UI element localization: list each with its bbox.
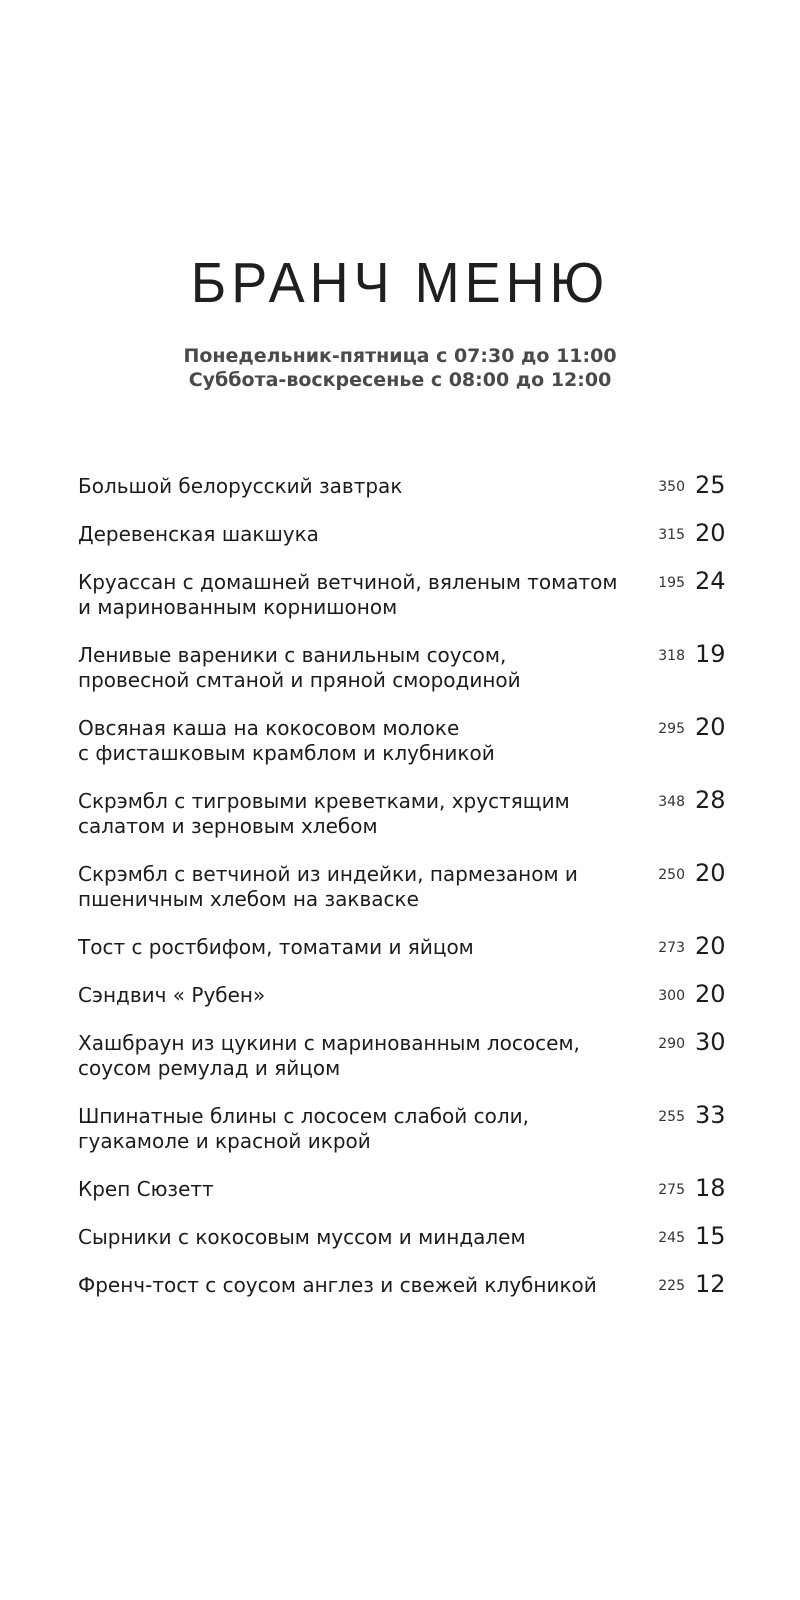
menu-item (78, 1101, 738, 1154)
menu-item-price: 12 (695, 1270, 726, 1298)
menu-item-weight: 275 (658, 1182, 685, 1198)
menu-item-name: Сэндвич « Рубен» (78, 983, 266, 1007)
menu-item-price: 20 (695, 519, 726, 547)
menu-item-name: Скрэмбл с ветчиной из индейки, пармезаном и пшеничным хлебом на закваске (78, 862, 578, 911)
menu-item-price: 20 (695, 980, 726, 1008)
menu-item (78, 1222, 738, 1250)
menu-item-name: Скрэмбл с тигровыми креветками, хрустящим салатом и зерновым хлебом (78, 789, 570, 838)
menu-item (78, 1174, 738, 1202)
menu-item (78, 567, 738, 620)
menu-item-name: Френч-тост с соусом англез и свежей клубникой (78, 1273, 597, 1297)
menu-item-weight: 225 (658, 1278, 685, 1294)
menu-item-weight: 195 (658, 575, 685, 591)
menu-item-price: 33 (695, 1101, 726, 1129)
menu-item-name: Шпинатные блины с лососем слабой соли, гуакамоле и красной икрой (78, 1104, 529, 1153)
menu-item-name: Тост с ростбифом, томатами и яйцом (78, 935, 474, 959)
menu-item-price: 18 (695, 1174, 726, 1202)
menu-item-weight: 255 (658, 1109, 685, 1125)
menu-item-price: 30 (695, 1028, 726, 1056)
menu-item-price: 24 (695, 567, 726, 595)
menu-item-name: Большой белорусский завтрак (78, 474, 403, 498)
menu-item (78, 519, 738, 547)
menu-item-weight: 295 (658, 721, 685, 737)
menu-item (78, 713, 738, 766)
menu-item-weight: 250 (658, 867, 685, 883)
menu-item-price: 28 (695, 786, 726, 814)
menu-item (78, 471, 738, 499)
menu-item-weight: 315 (658, 527, 685, 543)
menu-item (78, 1028, 738, 1081)
menu-item (78, 1270, 738, 1298)
menu-item-price: 20 (695, 713, 726, 741)
menu-item-price: 15 (695, 1222, 726, 1250)
menu-item-price: 25 (695, 471, 726, 499)
menu-item-weight: 350 (658, 479, 685, 495)
menu-item-name: Креп Сюзетт (78, 1177, 214, 1201)
menu-item-name: Сырники с кокосовым муссом и миндалем (78, 1225, 526, 1249)
hours-weekend: Суббота-воскресенье с 08:00 до 12:00 (188, 369, 612, 391)
menu-item (78, 980, 738, 1008)
menu-item (78, 640, 738, 693)
menu-item-name: Хашбраун из цукини с маринованным лососем, соусом ремулад и яйцом (78, 1031, 580, 1080)
opening-hours (0, 344, 800, 392)
menu-item-weight: 348 (658, 794, 685, 810)
hours-weekdays: Понедельник-пятница с 07:30 до 11:00 (183, 345, 617, 367)
menu-item-name: Ленивые вареники с ванильным соусом, провесной смтаной и пряной смородиной (78, 643, 521, 692)
page-title: БРАНЧ МЕНЮ (190, 251, 610, 315)
menu-item-price: 20 (695, 932, 726, 960)
menu-item (78, 786, 738, 839)
menu-item-weight: 290 (658, 1036, 685, 1052)
menu-item-name: Круассан с домашней ветчиной, вяленым томатом и маринованным корнишоном (78, 570, 618, 619)
menu-item-weight: 318 (658, 648, 685, 664)
menu-item-price: 19 (695, 640, 726, 668)
menu-item (78, 932, 738, 960)
menu-item-price: 20 (695, 859, 726, 887)
menu-item (78, 859, 738, 912)
menu-item-weight: 273 (658, 940, 685, 956)
menu-item-weight: 300 (658, 988, 685, 1004)
menu-item-name: Деревенская шакшука (78, 522, 319, 546)
menu-item-weight: 245 (658, 1230, 685, 1246)
menu-item-name: Овсяная каша на кокосовом молоке с фисташковым крамблом и клубникой (78, 716, 495, 765)
